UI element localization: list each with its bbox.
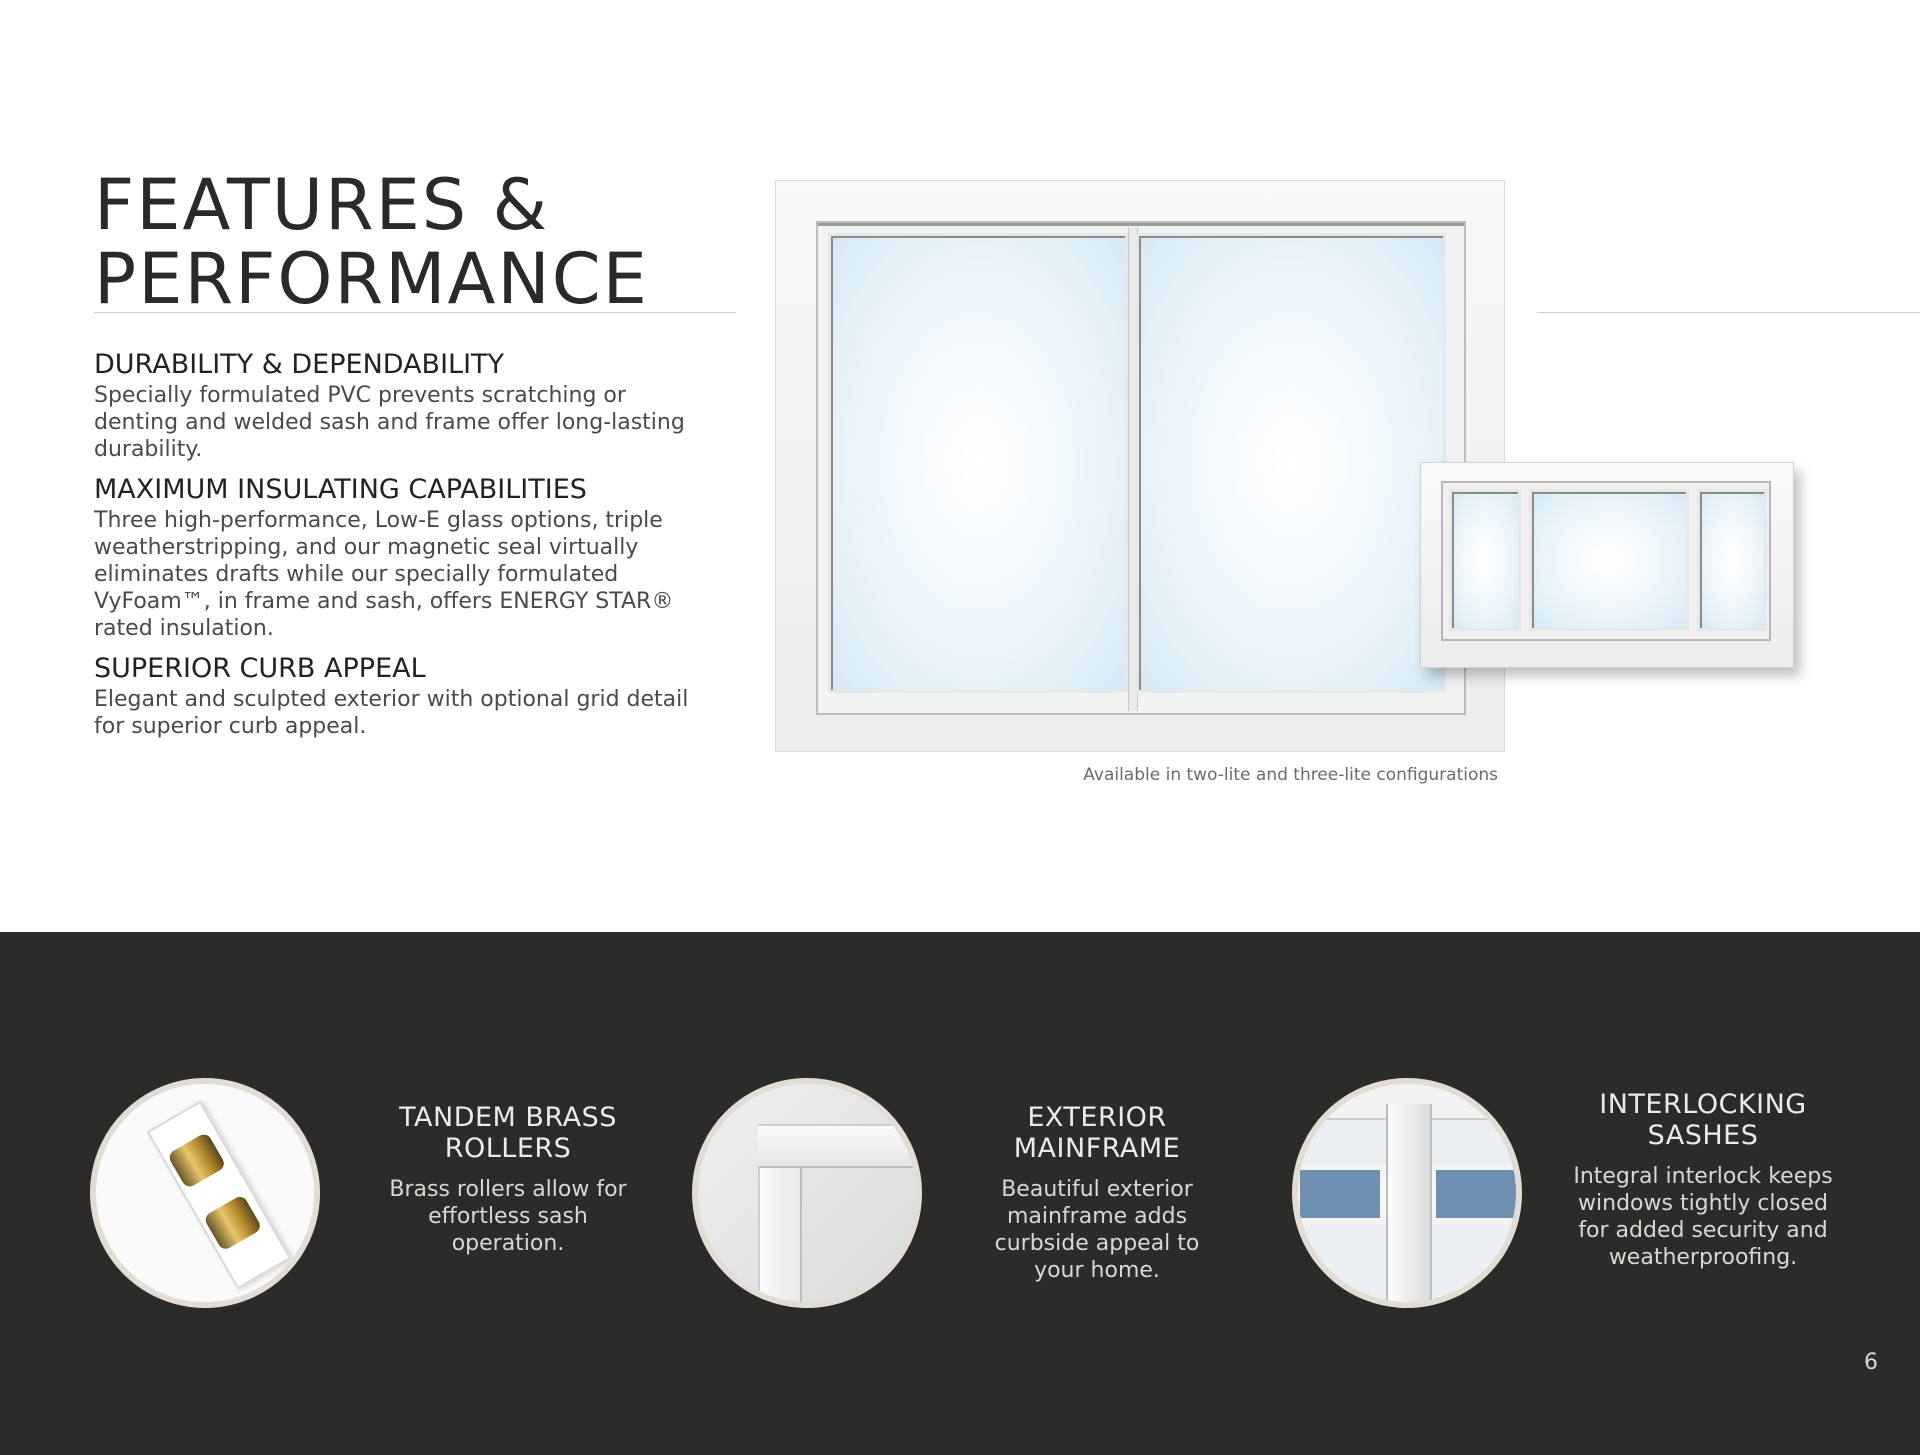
- feature-body: Specially formulated PVC prevents scratching or denting and welded sash and frame offer long-lasting durability.: [94, 383, 685, 462]
- feature-list: [94, 348, 704, 750]
- two-lite-window-image: [775, 180, 1505, 752]
- foam-insulation-left: [1294, 1164, 1386, 1224]
- page-title-line-2: PERFORMANCE: [94, 238, 649, 320]
- highlight-title: INTERLOCKING SASHES: [1599, 1089, 1807, 1151]
- highlight-body: Brass rollers allow for effortless sash operation.: [389, 1177, 627, 1256]
- brass-roller-icon: [167, 1132, 227, 1190]
- feature-body: Three high-performance, Low-E glass options, triple weatherstripping, and our magnetic seal virtually eliminates drafts while our specially formulated VyFoam™, in frame and sash, offers ENERGY STAR® rated insulation.: [94, 508, 674, 641]
- window-pane: [1697, 489, 1767, 631]
- feature-heading: MAXIMUM INSULATING CAPABILITIES: [94, 474, 587, 505]
- feature-heading: DURABILITY & DEPENDABILITY: [94, 349, 505, 380]
- brass-rollers-photo: [90, 1078, 320, 1308]
- highlight-interlock: [1573, 1089, 1833, 1271]
- window-pane: [1136, 233, 1446, 693]
- highlight-mainframe: [967, 1102, 1227, 1284]
- three-lite-window-image: [1420, 462, 1794, 668]
- page-number: 6: [1864, 1350, 1878, 1375]
- highlight-body: Integral interlock keeps windows tightly closed for added security and weatherproofing.: [1573, 1164, 1833, 1270]
- image-caption: Available in two-lite and three-lite configurations: [1083, 765, 1498, 785]
- feature-heading: SUPERIOR CURB APPEAL: [94, 653, 426, 684]
- window-frame: [1441, 481, 1771, 641]
- interlock-profile: [1386, 1104, 1432, 1304]
- foam-insulation-right: [1430, 1164, 1522, 1224]
- roller-housing: [147, 1101, 292, 1290]
- feature-durability: [94, 348, 704, 463]
- window-pane: [1529, 489, 1689, 631]
- feature-insulating: [94, 473, 704, 642]
- feature-curb-appeal: [94, 652, 704, 740]
- window-frame: [816, 221, 1466, 715]
- page-title: [94, 164, 649, 320]
- feature-body: Elegant and sculpted exterior with optional grid detail for superior curb appeal.: [94, 687, 689, 739]
- highlight-title: TANDEM BRASS ROLLERS: [399, 1102, 617, 1164]
- highlight-body: Beautiful exterior mainframe adds curbside appeal to your home.: [994, 1177, 1200, 1283]
- mainframe-corner-photo: [692, 1078, 922, 1308]
- brass-roller-icon: [203, 1194, 263, 1252]
- highlight-rollers: [378, 1102, 638, 1257]
- frame-rail: [758, 1124, 922, 1168]
- window-pane: [828, 233, 1128, 693]
- title-divider-right: [1537, 312, 1920, 313]
- title-divider-left: [94, 312, 736, 313]
- page-title-line-1: FEATURES &: [94, 164, 550, 246]
- interlock-cross-section-photo: [1292, 1078, 1522, 1308]
- highlight-title: EXTERIOR MAINFRAME: [1013, 1102, 1181, 1164]
- window-pane: [1449, 489, 1521, 631]
